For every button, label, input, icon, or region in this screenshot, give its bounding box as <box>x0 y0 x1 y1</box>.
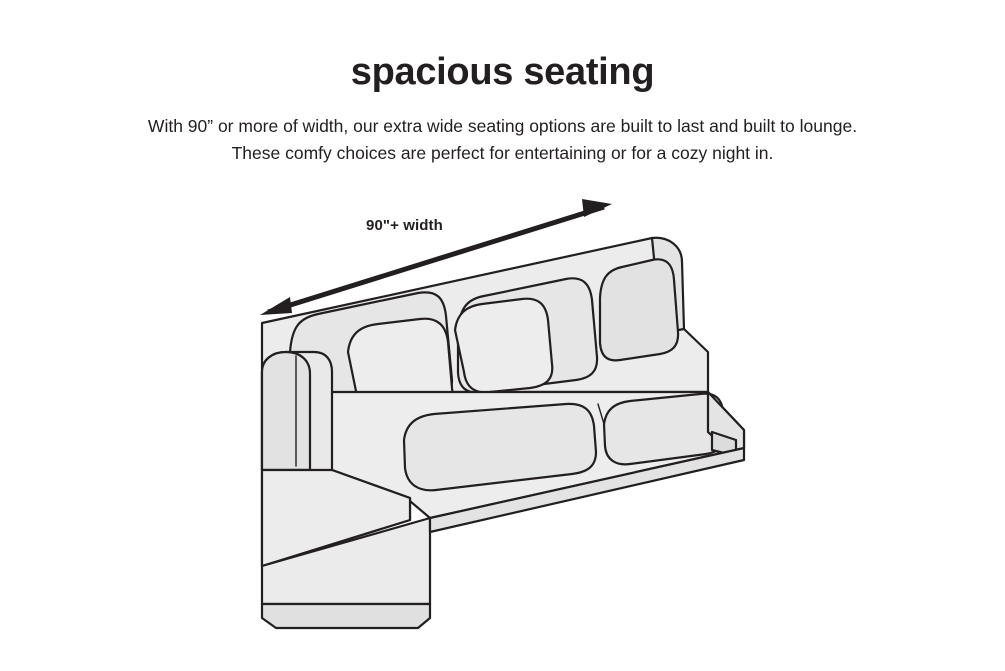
throw-pillow-middle <box>455 299 552 393</box>
sofa-base-rail <box>262 604 430 628</box>
measurement-label: 90"+ width <box>366 217 443 234</box>
description-line-1: With 90” or more of width, our extra wide seating options are built to last and built to lounge. <box>147 116 858 136</box>
back-cushion-right <box>600 259 678 360</box>
sofa-arm-left-inner <box>262 352 310 470</box>
description-line-2: These comfy choices are perfect for entertaining or for a cozy night in. <box>231 142 774 163</box>
sofa-drawing <box>262 238 744 628</box>
page-title: spacious seating <box>350 51 655 93</box>
